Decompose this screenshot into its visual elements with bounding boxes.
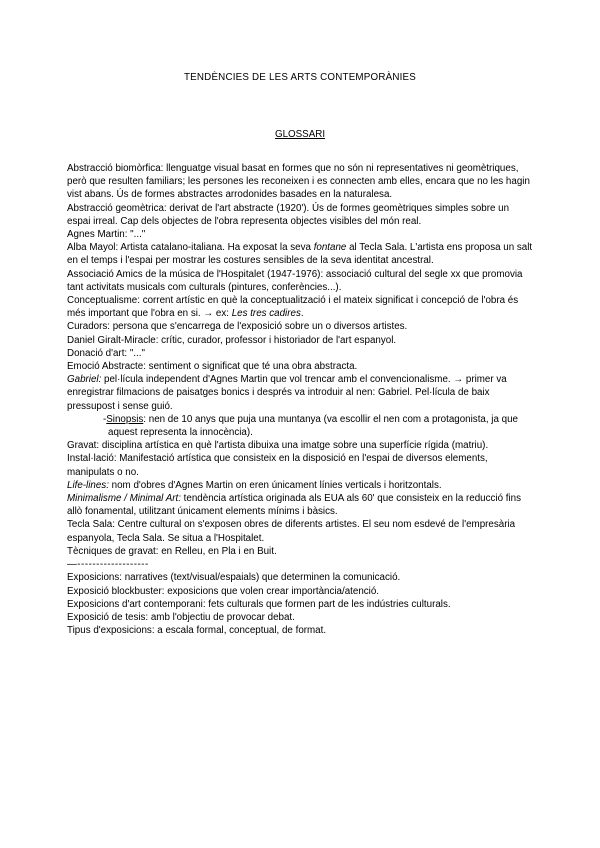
text-run: Life-lines: <box>67 479 109 491</box>
text-run: Gravat: disciplina artística en què l'artista dibuixa una imatge sobre una superfície rígida (matriu). <box>67 440 489 452</box>
glossary-paragraph <box>67 518 534 544</box>
text-run: —------------------- <box>67 559 149 571</box>
text-run: Tecla Sala: Centre cultural on s'exposen obres de diferents artistes. El seu nom esdevé de l'empresària espanyola, Tecla Sala. Se situa a l'Hospitalet. <box>67 519 516 544</box>
text-run: Exposicions: narratives (text/visual/espaials) que determinen la comunicació. <box>67 572 401 584</box>
glossary-paragraph <box>67 624 534 637</box>
glossary-paragraph <box>67 479 534 492</box>
text-run: : nen de 10 anys que puja una muntanya (va escollir el nen com a protagonista, ja que aquest representa la innocència). <box>108 413 518 439</box>
glossary-paragraph <box>103 413 534 439</box>
glossary-paragraph <box>67 294 534 320</box>
text-run: Instal·lació: Manifestació artística que consisteix en la disposició en l'espai de diversos elements, manipulats o no. <box>67 453 488 478</box>
document-title: TENDÈNCIES DE LES ARTS CONTEMPORÀNIES <box>183 72 417 83</box>
text-run: tendència artística originada als EUA als 60' que consisteix en la reducció fins allò fonamental, utilitzant únicament elements mínims i bàsics. <box>67 493 522 518</box>
glossary-body <box>67 162 534 637</box>
text-run: Minimalisme / Minimal Art: <box>67 493 181 505</box>
glossary-paragraph <box>67 452 534 478</box>
glossary-paragraph <box>67 241 534 267</box>
glossary-paragraph <box>67 598 534 611</box>
text-run: Exposició blockbuster: exposicions que volen crear importància/atenció. <box>67 585 380 597</box>
glossary-paragraph <box>67 162 534 202</box>
text-run: Curadors: persona que s'encarrega de l'exposició sobre un o diversos artistes. <box>67 321 408 333</box>
text-run: Conceptualisme: corrent artístic en què la conceptualització i el mateix significat i concepció de l'obra és més important que l'obra en si. → ex: <box>67 295 519 320</box>
text-run: Exposició de tesis: amb l'objectiu de provocar debat. <box>67 611 295 623</box>
glossary-paragraph <box>67 320 534 333</box>
glossary-paragraph <box>67 202 534 228</box>
glossary-paragraph <box>67 492 534 518</box>
glossary-paragraph <box>67 334 534 347</box>
glossary-heading: GLOSSARI <box>274 129 326 140</box>
text-run: fontane <box>313 242 347 254</box>
glossary-paragraph <box>67 228 534 241</box>
glossary-paragraph <box>67 268 534 294</box>
separator-line <box>67 558 534 571</box>
text-run: Agnes Martin: "..." <box>67 229 146 241</box>
text-run: Les tres cadires <box>231 308 301 320</box>
text-run: al Tecla Sala. L'artista ens proposa un salt en el temps i l'espai per mostrar les costures sensibles de la seva identitat ancestral. <box>67 242 533 267</box>
glossary-paragraph <box>67 347 534 360</box>
glossary-paragraph <box>67 571 534 584</box>
text-run: Tipus d'exposicions: a escala formal, conceptual, de format. <box>67 625 327 637</box>
text-run: Exposicions d'art contemporani: fets culturals que formen part de les indústries culturals. <box>67 598 451 610</box>
text-run: Tècniques de gravat: en Relleu, en Pla i en Buit. <box>67 545 277 557</box>
text-run: Emoció Abstracte: sentiment o significat que té una obra abstracta. <box>67 361 358 373</box>
glossary-paragraph <box>67 360 534 373</box>
glossary-paragraph <box>67 545 534 558</box>
text-run: . <box>300 308 304 320</box>
text-run: Associació Amics de la música de l'Hospitalet (1947-1976): associació cultural del segle xx que promovia tant activitats musicals com culturals (pintures, conferències...). <box>67 268 523 293</box>
text-run: Abstracció biomòrfica: llenguatge visual basat en formes que no són ni representatives ni geomètriques, però que resulten familiars; les persones les reconeixen i es connecten amb elles, encara que no les hagin vist abans. Ús de formes abstractes arrodonides basades en la naturalesa. <box>67 163 530 201</box>
glossary-paragraph <box>67 439 534 452</box>
text-run: Abstracció geomètrica: derivat de l'art abstracte (1920'). Ús de formes geomètriques simples sobre un espai irreal. Cap dels objectes de l'obra representa objectes visibles del món real. <box>67 202 510 227</box>
glossary-paragraph <box>67 373 534 413</box>
glossary-paragraph <box>67 611 534 624</box>
text-run: nom d'obres d'Agnes Martin on eren únicament línies verticals i horitzontals. <box>108 479 442 491</box>
text-run: - <box>103 413 107 425</box>
glossary-paragraph <box>67 585 534 598</box>
text-run: Daniel Giralt-Miracle: crític, curador, professor i historiador de l'art espanyol. <box>67 334 397 346</box>
text-run: Donació d'art: "..." <box>67 347 145 359</box>
text-run: pel·lícula independent d'Agnes Martin que vol trencar amb el convencionalisme. → primer va enregistrar filmacions de paisatges bonics i després va introduir al nen: Gabriel. Pel·lícula de baix pressupost i sense guió. <box>67 374 507 412</box>
text-run: Sinopsis <box>106 413 144 425</box>
text-run: Alba Mayol: Artista catalano-italiana. Ha exposat la seva <box>67 242 314 254</box>
text-run: Gabriel: <box>67 374 102 386</box>
